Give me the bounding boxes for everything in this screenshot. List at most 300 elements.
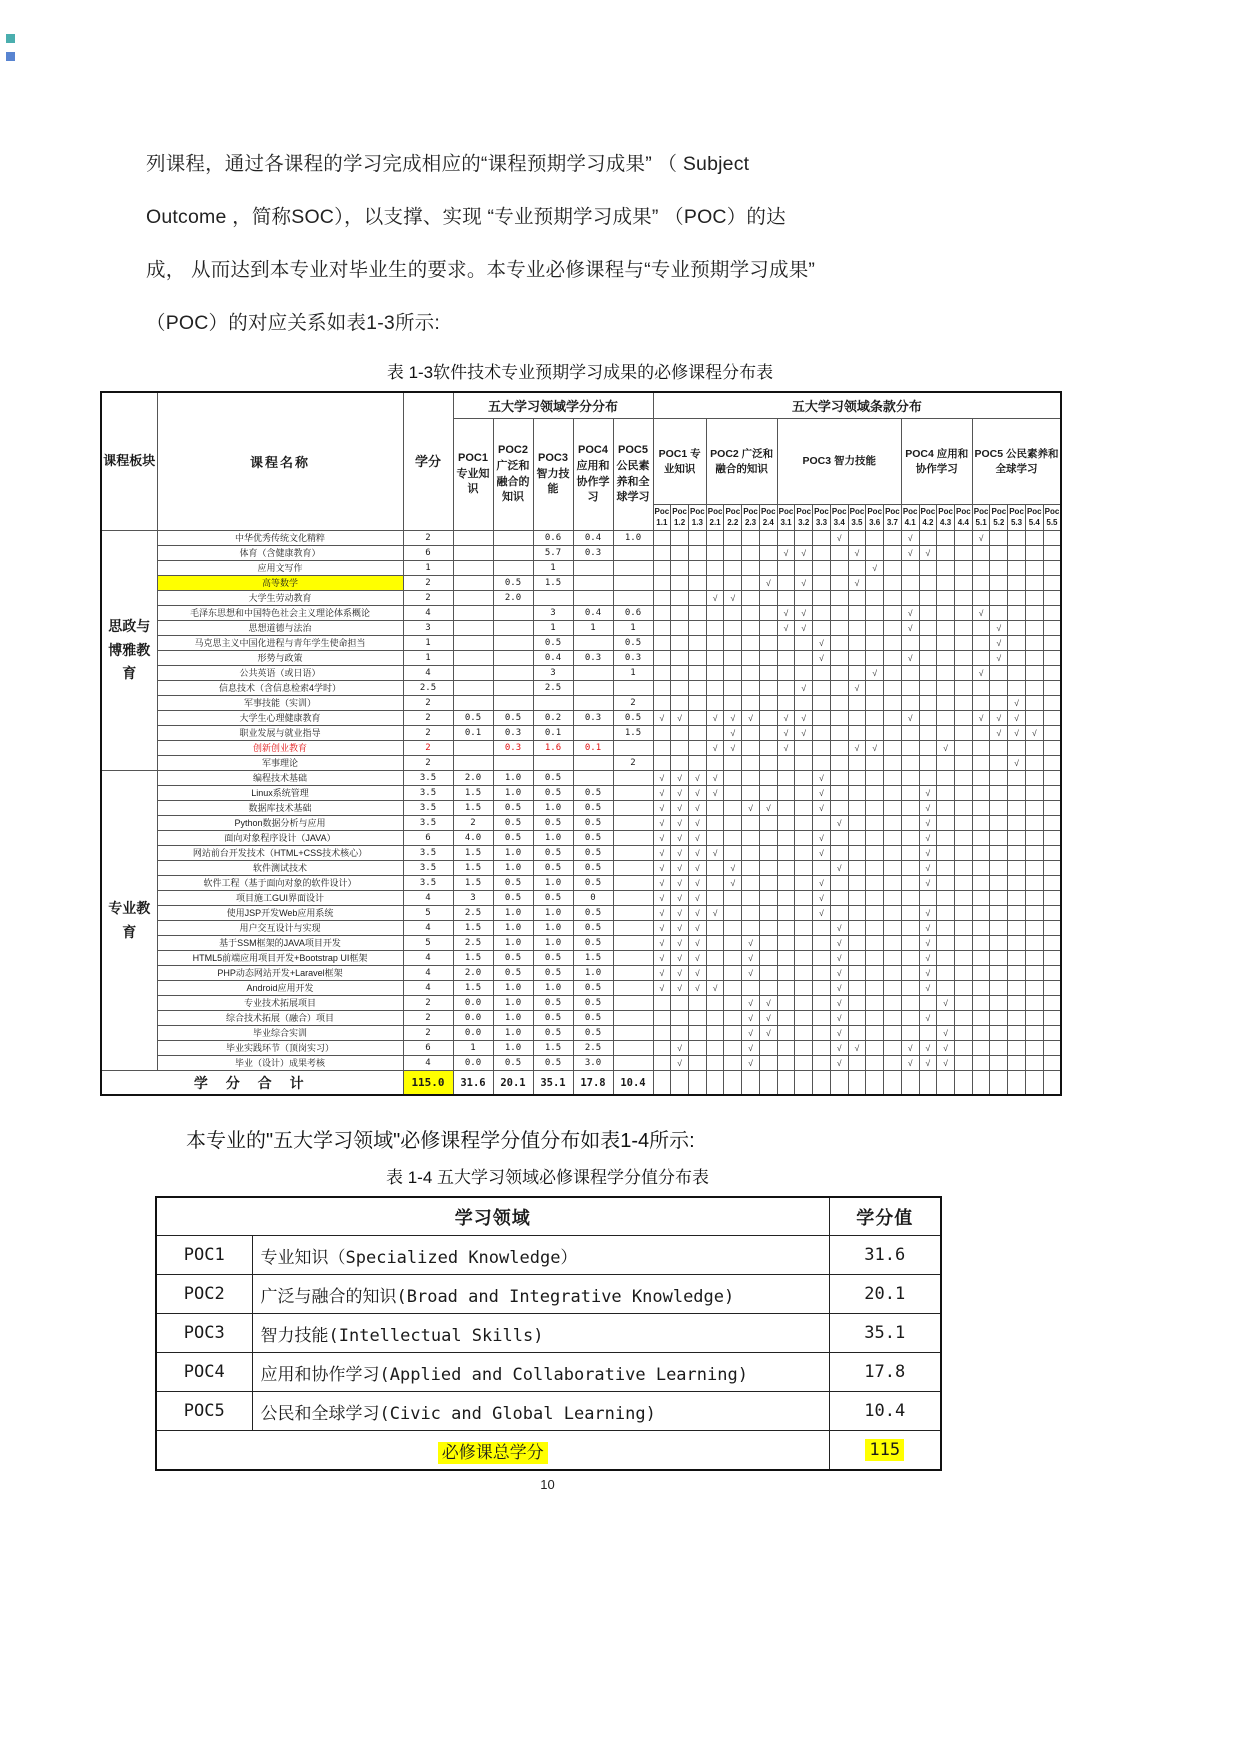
clause-check-2.2 (724, 1041, 742, 1056)
clause-check-2.4 (759, 951, 777, 966)
clause-check-4.3 (937, 936, 955, 951)
clause-check-2.4 (759, 1056, 777, 1071)
clause-check-5.2 (990, 816, 1008, 831)
header-clause-4.1 (901, 505, 919, 531)
clause-check-4.2 (919, 636, 937, 651)
clause-check-1.3 (688, 621, 706, 636)
clause-check-5.4 (1025, 696, 1043, 711)
clause-check-3.5 (848, 861, 866, 876)
clause-check-3.7 (884, 666, 902, 681)
poc4-score: 0.4 (573, 606, 613, 621)
course-name: HTML5前端应用项目开发+Bootstrap UI框架 (157, 951, 403, 966)
poc4-score (573, 666, 613, 681)
clause-check-4.4 (954, 1041, 972, 1056)
poc2-score: 1.0 (493, 771, 533, 786)
clause-check-3.4: √ (830, 936, 848, 951)
scan-artifact-marks (6, 34, 20, 70)
poc1-score: 2 (453, 816, 493, 831)
clause-check-4.4 (954, 756, 972, 771)
course-credit: 6 (403, 831, 453, 846)
clause-check-3.1: √ (777, 726, 795, 741)
clause-check-5.2 (990, 846, 1008, 861)
course-name: 毕业综合实训 (157, 1026, 403, 1041)
clause-check-3.7 (884, 1026, 902, 1041)
header-clause-1.1 (653, 505, 671, 531)
clause-check-3.4 (830, 546, 848, 561)
total-label: 学 分 合 计 (101, 1071, 403, 1096)
clause-check-3.2 (795, 846, 813, 861)
poc5-score (613, 561, 653, 576)
course-row (101, 696, 1061, 711)
clause-check-2.4 (759, 666, 777, 681)
clause-check-3.7 (884, 606, 902, 621)
poc3-score: 1.0 (533, 801, 573, 816)
clause-check-5.2 (990, 591, 1008, 606)
poc5-score: 0.5 (613, 711, 653, 726)
clause-check-3.3 (813, 1056, 831, 1071)
clause-check-5.2 (990, 891, 1008, 906)
clause-check-5.5 (1043, 771, 1061, 786)
clause-check-4.4 (954, 1026, 972, 1041)
clause-check-2.2: √ (724, 711, 742, 726)
poc3-score: 0.5 (533, 786, 573, 801)
clause-check-4.2: √ (919, 876, 937, 891)
clause-check-3.6 (866, 951, 884, 966)
clause-check-5.3 (1008, 666, 1026, 681)
clause-check-5.5 (1043, 906, 1061, 921)
clause-check-5.1 (972, 741, 990, 756)
total-clause-3.5 (848, 1071, 866, 1096)
total-clause-2.3 (742, 1071, 760, 1096)
clause-check-1.1 (653, 531, 671, 546)
poc4-score (573, 561, 613, 576)
course-credit: 4 (403, 921, 453, 936)
poc4-score: 0.5 (573, 981, 613, 996)
poc2-score: 0.3 (493, 741, 533, 756)
clause-check-4.3 (937, 861, 955, 876)
poc2-score: 0.5 (493, 951, 533, 966)
poc4-score (573, 681, 613, 696)
poc2-score (493, 681, 533, 696)
clause-check-5.2 (990, 546, 1008, 561)
clause-check-3.1 (777, 981, 795, 996)
clause-check-5.2 (990, 951, 1008, 966)
mid-text: 本专业的"五大学习领域"必修课程学分值分布如表1-4所示: (186, 1130, 695, 1152)
clause-check-1.1 (653, 651, 671, 666)
clause-check-2.3: √ (742, 1041, 760, 1056)
course-name: 军事技能（实训） (157, 696, 403, 711)
clause-check-4.3 (937, 771, 955, 786)
clause-check-3.1 (777, 561, 795, 576)
poc5-score: 1.0 (613, 531, 653, 546)
clause-check-5.5 (1043, 546, 1061, 561)
clause-check-2.2 (724, 891, 742, 906)
total-poc4: 17.8 (573, 1071, 613, 1096)
poc1-score (453, 651, 493, 666)
poc1-score (453, 621, 493, 636)
poc4-score: 0 (573, 891, 613, 906)
clause-check-2.3 (742, 636, 760, 651)
clause-check-4.4 (954, 1011, 972, 1026)
poc1-score: 1.5 (453, 921, 493, 936)
clause-check-3.1 (777, 936, 795, 951)
poc5-score: 2 (613, 756, 653, 771)
poc3-score (533, 591, 573, 606)
clause-check-1.3 (688, 696, 706, 711)
poc5-score (613, 891, 653, 906)
clause-check-4.2 (919, 756, 937, 771)
total-credits-row (156, 1431, 941, 1471)
header-poc5-score: POC5 公民素养和全球学习 (613, 419, 653, 531)
clause-check-3.2 (795, 591, 813, 606)
clause-check-3.4 (830, 636, 848, 651)
header-clause-group: 五大学习领域条款分布 (653, 392, 1061, 419)
paragraph-line: 成， 从而达到本专业对毕业生的要求。本专业必修课程与“专业预期学习成果” (146, 259, 816, 281)
poc4-score: 1 (573, 621, 613, 636)
clause-check-1.1 (653, 666, 671, 681)
clause-prefix: Poc (867, 507, 883, 517)
clause-check-2.2 (724, 756, 742, 771)
course-credit: 2 (403, 696, 453, 711)
clause-check-1.1 (653, 696, 671, 711)
header-score-group: 五大学习领域学分分布 (453, 392, 653, 419)
clause-check-4.4 (954, 801, 972, 816)
poc3-score: 2.5 (533, 681, 573, 696)
clause-check-2.4 (759, 531, 777, 546)
clause-check-2.3: √ (742, 1056, 760, 1071)
clause-check-5.2 (990, 1056, 1008, 1071)
poc3-score: 0.5 (533, 636, 573, 651)
clause-check-1.3: √ (688, 801, 706, 816)
poc3-score: 0.5 (533, 951, 573, 966)
clause-check-2.2 (724, 651, 742, 666)
clause-check-3.4: √ (830, 1056, 848, 1071)
clause-check-4.1 (901, 966, 919, 981)
clause-check-4.2 (919, 651, 937, 666)
clause-check-2.3 (742, 816, 760, 831)
clause-check-4.1: √ (901, 1041, 919, 1056)
clause-check-2.4 (759, 891, 777, 906)
course-name: Python数据分析与应用 (157, 816, 403, 831)
header-poc1-clauses: POC1 专业知识 (653, 419, 706, 505)
clause-check-3.6 (866, 696, 884, 711)
clause-check-1.2 (671, 666, 689, 681)
poc5-score (613, 816, 653, 831)
clause-check-5.2 (990, 741, 1008, 756)
clause-check-1.2: √ (671, 966, 689, 981)
clause-check-2.2 (724, 636, 742, 651)
clause-check-5.1 (972, 876, 990, 891)
clause-check-3.6 (866, 726, 884, 741)
clause-check-4.1 (901, 666, 919, 681)
clause-check-5.1 (972, 696, 990, 711)
total-clause-3.1 (777, 1071, 795, 1096)
clause-check-2.3 (742, 771, 760, 786)
total-clause-4.3 (937, 1071, 955, 1096)
clause-check-2.3 (742, 906, 760, 921)
poc1-score: 0.0 (453, 1026, 493, 1041)
clause-check-5.3 (1008, 621, 1026, 636)
clause-check-5.4 (1025, 1011, 1043, 1026)
header-clause-4.4 (954, 505, 972, 531)
clause-check-3.6 (866, 816, 884, 831)
poc1-score: 1.5 (453, 801, 493, 816)
poc1-score: 3 (453, 891, 493, 906)
course-row (101, 561, 1061, 576)
clause-check-4.4 (954, 861, 972, 876)
clause-check-2.2 (724, 561, 742, 576)
total-row (101, 1071, 1061, 1096)
clause-check-3.6 (866, 786, 884, 801)
clause-check-4.3 (937, 666, 955, 681)
clause-check-5.4 (1025, 561, 1043, 576)
clause-check-1.2: √ (671, 831, 689, 846)
clause-check-1.2 (671, 546, 689, 561)
clause-check-5.5 (1043, 531, 1061, 546)
clause-check-2.1: √ (706, 771, 724, 786)
clause-check-1.3 (688, 996, 706, 1011)
clause-check-5.5 (1043, 891, 1061, 906)
clause-number: 4.4 (957, 517, 969, 527)
course-row (101, 906, 1061, 921)
clause-check-5.2 (990, 801, 1008, 816)
clause-check-2.3: √ (742, 936, 760, 951)
clause-check-2.4 (759, 921, 777, 936)
clause-check-3.5: √ (848, 1041, 866, 1056)
poc5-score (613, 591, 653, 606)
clause-check-5.3 (1008, 966, 1026, 981)
clause-check-3.1 (777, 756, 795, 771)
clause-check-5.4 (1025, 681, 1043, 696)
clause-check-3.5 (848, 951, 866, 966)
course-credit: 2 (403, 1011, 453, 1026)
clause-number: 4.3 (940, 517, 952, 527)
clause-number: 2.2 (727, 517, 739, 527)
clause-check-3.2 (795, 531, 813, 546)
clause-check-2.4 (759, 621, 777, 636)
module-label-2: 专业教育 (101, 771, 157, 1071)
clause-check-2.3 (742, 981, 760, 996)
poc1-score (453, 531, 493, 546)
clause-check-3.4 (830, 831, 848, 846)
header-clause-3.7 (884, 505, 902, 531)
clause-check-4.2: √ (919, 936, 937, 951)
clause-check-3.3 (813, 951, 831, 966)
clause-check-3.6 (866, 681, 884, 696)
clause-check-4.4 (954, 681, 972, 696)
clause-check-2.2: √ (724, 591, 742, 606)
course-name: 基于SSM框架的JAVA项目开发 (157, 936, 403, 951)
clause-check-1.1: √ (653, 876, 671, 891)
course-row (101, 711, 1061, 726)
clause-check-4.4 (954, 651, 972, 666)
clause-check-3.3: √ (813, 846, 831, 861)
clause-check-3.2 (795, 696, 813, 711)
clause-check-4.2 (919, 696, 937, 711)
course-row (101, 576, 1061, 591)
clause-check-3.2 (795, 771, 813, 786)
clause-prefix: Poc (956, 507, 971, 517)
clause-check-5.5 (1043, 786, 1061, 801)
clause-check-4.2 (919, 726, 937, 741)
poc-credit-value: 35.1 (829, 1314, 941, 1353)
clause-check-5.1: √ (972, 531, 990, 546)
clause-check-5.5 (1043, 1056, 1061, 1071)
clause-check-4.1: √ (901, 606, 919, 621)
clause-check-5.3 (1008, 996, 1026, 1011)
clause-check-3.3 (813, 531, 831, 546)
clause-check-3.3 (813, 696, 831, 711)
clause-check-5.1 (972, 1026, 990, 1041)
clause-check-1.1 (653, 621, 671, 636)
clause-check-4.3 (937, 816, 955, 831)
clause-check-3.5 (848, 846, 866, 861)
clause-check-5.4 (1025, 666, 1043, 681)
poc-code: POC1 (156, 1236, 252, 1275)
clause-check-4.1 (901, 891, 919, 906)
poc2-score (493, 666, 533, 681)
course-name: Android应用开发 (157, 981, 403, 996)
clause-check-5.3 (1008, 921, 1026, 936)
paragraph-line: （POC）的对应关系如表1-3所示: (146, 312, 440, 334)
clause-check-5.2 (990, 756, 1008, 771)
clause-check-3.7 (884, 576, 902, 591)
course-name: 中华优秀传统文化精粹 (157, 531, 403, 546)
clause-check-5.3 (1008, 936, 1026, 951)
course-row (101, 1011, 1061, 1026)
poc5-score: 1 (613, 666, 653, 681)
clause-check-2.3 (742, 846, 760, 861)
clause-check-4.4 (954, 621, 972, 636)
clause-check-3.5 (848, 606, 866, 621)
course-row (101, 936, 1061, 951)
clause-check-5.4 (1025, 981, 1043, 996)
clause-check-4.3 (937, 651, 955, 666)
header-clause-3.1 (777, 505, 795, 531)
total-clause-1.2 (671, 1071, 689, 1096)
clause-check-1.3 (688, 1011, 706, 1026)
course-credit: 3 (403, 621, 453, 636)
clause-check-3.4 (830, 801, 848, 816)
clause-check-3.6 (866, 861, 884, 876)
clause-check-3.3: √ (813, 651, 831, 666)
clause-check-3.5 (848, 711, 866, 726)
total-clause-3.6 (866, 1071, 884, 1096)
clause-check-1.3 (688, 591, 706, 606)
clause-check-5.4 (1025, 786, 1043, 801)
clause-check-5.2 (990, 996, 1008, 1011)
clause-check-5.1 (972, 981, 990, 996)
clause-number: 2.3 (744, 517, 757, 527)
clause-check-3.3: √ (813, 891, 831, 906)
clause-check-5.3 (1008, 951, 1026, 966)
clause-check-5.4 (1025, 741, 1043, 756)
clause-check-5.1: √ (972, 711, 990, 726)
clause-check-1.1 (653, 996, 671, 1011)
clause-check-3.5 (848, 621, 866, 636)
clause-check-5.1: √ (972, 606, 990, 621)
poc1-score: 2.0 (453, 771, 493, 786)
clause-check-4.1: √ (901, 531, 919, 546)
clause-check-3.5 (848, 801, 866, 816)
clause-check-5.1 (972, 561, 990, 576)
clause-check-4.3 (937, 636, 955, 651)
clause-check-4.2: √ (919, 861, 937, 876)
poc2-score: 0.5 (493, 876, 533, 891)
clause-check-3.5 (848, 891, 866, 906)
poc2-score: 2.0 (493, 591, 533, 606)
clause-check-2.1 (706, 951, 724, 966)
clause-check-3.2 (795, 951, 813, 966)
clause-check-1.2: √ (671, 891, 689, 906)
clause-check-1.1: √ (653, 921, 671, 936)
clause-check-4.2 (919, 576, 937, 591)
clause-check-1.3 (688, 711, 706, 726)
clause-check-3.6 (866, 996, 884, 1011)
clause-check-4.1 (901, 756, 919, 771)
clause-check-1.2: √ (671, 816, 689, 831)
poc2-score: 1.0 (493, 921, 533, 936)
poc4-score: 0.4 (573, 531, 613, 546)
clause-check-4.1 (901, 921, 919, 936)
clause-check-3.2 (795, 1011, 813, 1026)
poc3-score: 0.5 (533, 846, 573, 861)
clause-check-3.1 (777, 1026, 795, 1041)
clause-check-3.3 (813, 756, 831, 771)
clause-check-3.1 (777, 996, 795, 1011)
poc5-score: 0.6 (613, 606, 653, 621)
clause-check-2.4 (759, 966, 777, 981)
clause-check-1.3: √ (688, 966, 706, 981)
clause-check-4.4 (954, 546, 972, 561)
clause-check-5.5 (1043, 831, 1061, 846)
clause-check-2.1 (706, 876, 724, 891)
clause-check-5.5 (1043, 606, 1061, 621)
course-row (101, 756, 1061, 771)
course-credit: 3.5 (403, 801, 453, 816)
clause-check-5.3 (1008, 861, 1026, 876)
clause-check-3.6 (866, 771, 884, 786)
clause-check-4.3 (937, 786, 955, 801)
poc5-score (613, 876, 653, 891)
clause-check-1.2: √ (671, 981, 689, 996)
clause-check-4.3: √ (937, 741, 955, 756)
clause-check-5.4 (1025, 1026, 1043, 1041)
clause-check-5.1 (972, 726, 990, 741)
poc2-score: 0.5 (493, 1056, 533, 1071)
clause-check-1.3 (688, 636, 706, 651)
course-name: 高等数学 (157, 576, 403, 591)
clause-check-5.4: √ (1025, 726, 1043, 741)
clause-check-3.2 (795, 561, 813, 576)
clause-check-3.6 (866, 891, 884, 906)
clause-check-3.7 (884, 981, 902, 996)
header-poc1-score: POC1 专业知识 (453, 419, 493, 531)
poc2-score: 0.5 (493, 576, 533, 591)
clause-check-2.3 (742, 606, 760, 621)
clause-check-3.4 (830, 651, 848, 666)
clause-check-2.4 (759, 726, 777, 741)
clause-check-2.4 (759, 831, 777, 846)
clause-prefix: Poc (796, 507, 812, 517)
course-credit: 4 (403, 966, 453, 981)
course-name: 军事理论 (157, 756, 403, 771)
clause-check-5.1 (972, 756, 990, 771)
scan-artifact (6, 52, 15, 61)
poc3-score: 1.0 (533, 831, 573, 846)
clause-check-3.7 (884, 696, 902, 711)
clause-check-5.5 (1043, 756, 1061, 771)
